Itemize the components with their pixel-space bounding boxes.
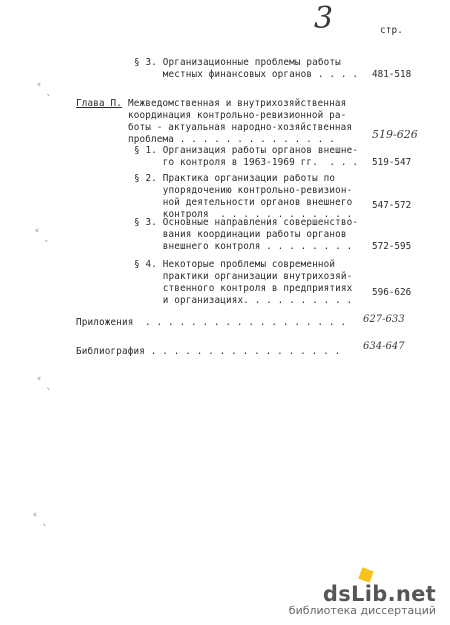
toc-appendix-pages: 627-633 bbox=[363, 314, 405, 325]
toc-chapter2-line3: боты - актуальная народно-хозяйственная bbox=[128, 122, 353, 133]
handwritten-page-number: 3 bbox=[314, 1, 334, 36]
toc-sec3-prev-line2: местных финансовых органов . . . . bbox=[134, 69, 359, 80]
toc-sec2-line1: § 2. Практика организации работы по bbox=[134, 173, 336, 184]
toc-sec2-line2: упорядочению контрольно-ревизион- bbox=[134, 185, 353, 196]
toc-sec4-pages: 596-626 bbox=[372, 287, 412, 298]
binding-mark: ˂ ˎ bbox=[32, 512, 48, 526]
toc-bibliography-label: Библиография . . . . . . . . . . . . . . . . . bbox=[76, 346, 341, 357]
toc-sec4-line3: ственного контроля в предприятиях bbox=[134, 283, 353, 294]
toc-sec2-line4: контроля . . . . . . . . . . . . bbox=[134, 209, 353, 220]
watermark-logo: dsLib.net bbox=[322, 582, 436, 606]
toc-sec2-pages: 547-572 bbox=[372, 200, 412, 211]
toc-sec1-line2: го контроля в 1963-1969 гг. . . . bbox=[134, 157, 359, 168]
toc-sec3-pages: 572-595 bbox=[372, 241, 412, 252]
binding-mark: ˂ ˎ bbox=[36, 376, 52, 390]
toc-chapter2-label: Глава П. bbox=[76, 98, 122, 109]
toc-sec3-line2: вания координации работы органов bbox=[134, 229, 347, 240]
toc-sec2-line3: ной деятельности органов внешнего bbox=[134, 197, 353, 208]
toc-sec1-pages: 519-547 bbox=[372, 157, 412, 168]
binding-mark: ˂ ˎ bbox=[34, 228, 50, 242]
binding-mark: ˂ ˎ bbox=[36, 82, 52, 96]
watermark-logo-icon bbox=[358, 567, 373, 582]
toc-sec3-line1: § 3. Основные направления совершенство- bbox=[134, 217, 359, 228]
watermark bbox=[289, 582, 436, 617]
toc-sec3-prev-pages: 481-518 bbox=[372, 69, 412, 80]
toc-sec4-line4: и организациях. . . . . . . . . . bbox=[134, 295, 353, 306]
toc-chapter2-line4: проблема . . . . . . . . . . . . . . bbox=[128, 134, 335, 145]
toc-sec4-line1: § 4. Некоторые проблемы современной bbox=[134, 259, 336, 270]
toc-appendix-label: Приложения . . . . . . . . . . . . . . . . . . bbox=[76, 317, 347, 328]
toc-chapter2-line2: координация контрольно-ревизионной ра- bbox=[128, 110, 347, 121]
watermark-subtitle: библиотека диссертаций bbox=[288, 604, 436, 617]
toc-sec3-line3: внешнего контроля . . . . . . . . bbox=[134, 241, 353, 252]
toc-sec1-line1: § 1. Организация работы органов внешне- bbox=[134, 145, 359, 156]
toc-chapter2-line1: Межведомственная и внутрихозяйственная bbox=[128, 98, 347, 109]
toc-chapter2-pages: 519-626 bbox=[372, 128, 418, 141]
toc-sec4-line2: практики организации внутрихозяй- bbox=[134, 271, 353, 282]
page-label: стр. bbox=[380, 25, 403, 36]
toc-bibliography-pages: 634-647 bbox=[363, 341, 405, 352]
toc-sec3-prev-line1: § 3. Организационные проблемы работы bbox=[134, 57, 341, 68]
